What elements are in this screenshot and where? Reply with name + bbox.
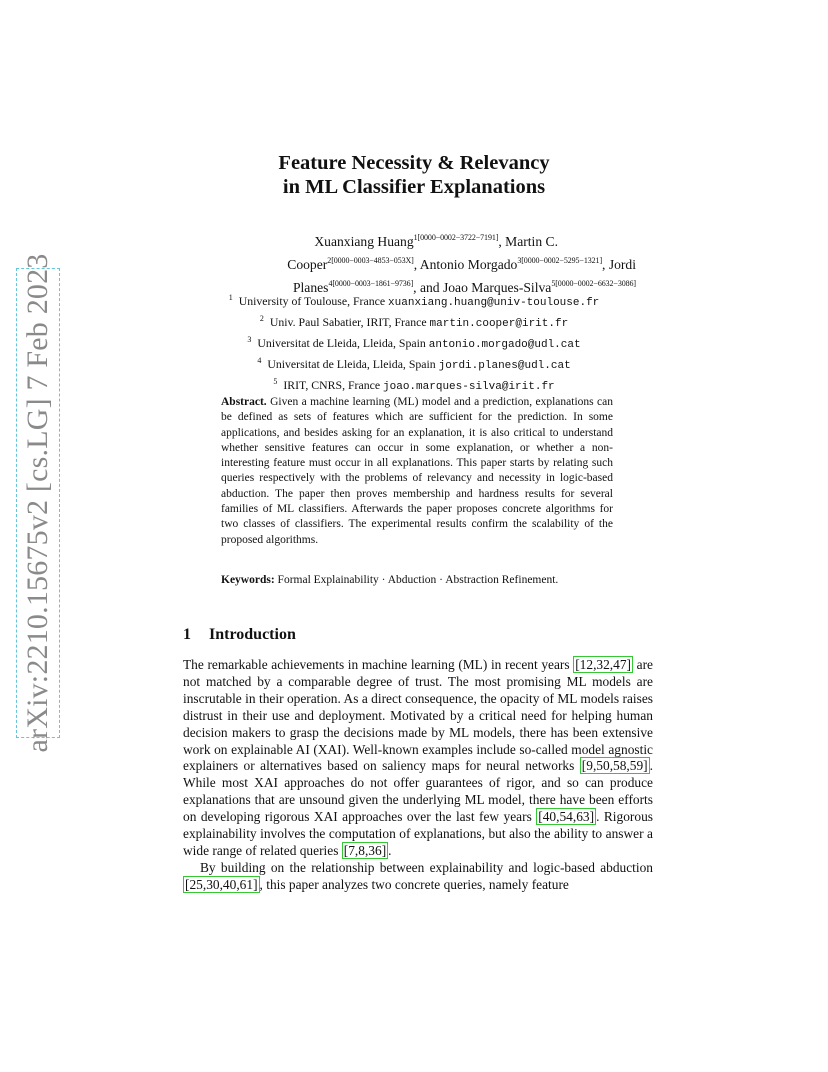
affiliation-number: 2	[259, 314, 264, 323]
author-list	[190, 228, 636, 297]
citation-link[interactable]: [25,30,40,61]	[185, 876, 258, 892]
section-heading	[183, 626, 296, 644]
citation-link[interactable]: [40,54,63]	[538, 809, 595, 825]
affiliation-text: Universitat de Lleida, Lleida, Spain	[267, 357, 439, 371]
author-line-1	[190, 228, 636, 251]
introduction-body	[183, 657, 653, 894]
affiliation-email[interactable]: antonio.morgado@udl.cat	[428, 339, 581, 351]
author-name: Cooper	[287, 257, 328, 272]
keywords-text: Formal Explainability · Abduction · Abstraction Refinement.	[277, 574, 559, 586]
title-line-1: Feature Necessity & Relevancy	[278, 152, 550, 174]
paragraph-text: .	[388, 842, 392, 858]
citation-link[interactable]: [7,8,36]	[343, 842, 387, 858]
affiliation-email[interactable]: xuanxiang.huang@univ-toulouse.fr	[388, 297, 600, 309]
author-orcid: 3[0000−0002−5295−1321]	[517, 256, 603, 265]
affiliation-text: University of Toulouse, France	[238, 294, 389, 308]
citation-link[interactable]: [9,50,58,59]	[581, 758, 648, 774]
affiliation-email[interactable]: joao.marques-silva@irit.fr	[383, 381, 555, 393]
abstract-label: Abstract.	[221, 396, 267, 408]
paragraph	[183, 860, 653, 894]
paragraph-text: . While most XAI approaches do not offer guarantees of rigor, and so can produce explanations that are unsound given the underlying ML model, there have been efforts on developing rigorous XAI approaches over the last few years	[183, 758, 653, 825]
paragraph-text: . Rigorous explainability involves the computation of explanations, but also the ability to answer a wide range of related queries	[183, 809, 653, 858]
affiliation-item	[0, 311, 828, 332]
affiliation-number: 3	[247, 335, 252, 344]
affiliation-text: Univ. Paul Sabatier, IRIT, France	[269, 315, 430, 329]
affiliation-item	[0, 332, 828, 353]
paragraph-text: By building on the relationship between explainability and logic-based abduction	[200, 859, 653, 875]
author-orcid: 2[0000−0003−4853−053X]	[327, 256, 414, 265]
paper-title	[0, 151, 828, 199]
affiliation-list	[0, 290, 828, 395]
author-name: , Martin C.	[498, 234, 558, 249]
author-name: , and Joao Marques-Silva	[413, 280, 552, 295]
affiliation-email[interactable]: martin.cooper@irit.fr	[429, 318, 569, 330]
title-line-2: in ML Classifier Explanations	[282, 176, 546, 198]
abstract-text: Given a machine learning (ML) model and a prediction, explanations can be defined as sets of features which are sufficient for the prediction. In some applications, and besides asking for an explanation, it is also critical to understand whether sensitive features can occur in some explanation, or whether a non-interesting feature must occur in all explanations. This paper starts by relating such queries respectively with the problems of relevancy and necessity in logic-based abduction. The paper then proves membership and hardness results for several families of ML classifiers. Afterwards the paper proposes concrete algorithms for two classes of classifiers. The experimental results confirm the scalability of the proposed algorithms.	[221, 396, 613, 546]
paragraph-text: are not matched by a comparable degree of trust. The most promising ML models are inscrutable in their operation. As a direct consequence, the opacity of ML models raises distrust in their use and deployment. Motivated by a critical need for helping human decision makers to grasp the decisions made by ML models, there has been extensive work on explainable AI (XAI). Well-known examples include so-called model agnostic explainers or alternatives based on saliency maps for neural networks	[183, 657, 653, 774]
paragraph	[183, 657, 653, 860]
citation-link[interactable]: [12,32,47]	[575, 657, 632, 672]
abstract	[221, 395, 613, 548]
affiliation-number: 5	[273, 377, 278, 386]
affiliation-text: IRIT, CNRS, France	[283, 378, 384, 392]
author-name: Xuanxiang Huang	[314, 234, 414, 249]
author-line-2	[190, 251, 636, 274]
keywords-label: Keywords:	[221, 574, 275, 586]
author-orcid: 4[0000−0003−1861−9736]	[328, 279, 414, 288]
affiliation-number: 4	[257, 356, 262, 365]
author-orcid: 1[0000−0002−3722−7191]	[413, 233, 499, 242]
author-name: , Jordi	[602, 257, 636, 272]
keywords	[221, 573, 613, 588]
section-title: Introduction	[209, 626, 296, 643]
author-name: Planes	[292, 280, 329, 295]
affiliation-email[interactable]: jordi.planes@udl.cat	[438, 360, 571, 372]
arxiv-identifier[interactable]: arXiv:2210.15675v2 [cs.LG] 7 Feb 2023	[21, 253, 54, 753]
author-orcid: 5[0000−0002−6632−3086]	[551, 279, 636, 288]
affiliation-number: 1	[228, 293, 233, 302]
author-name: , Antonio Morgado	[413, 257, 518, 272]
paragraph-text: , this paper analyzes two concrete queries, namely feature	[259, 876, 569, 892]
section-number: 1	[183, 626, 191, 643]
affiliation-item	[0, 374, 828, 395]
paragraph-text: The remarkable achievements in machine learning (ML) in recent years	[183, 657, 574, 672]
affiliation-text: Universitat de Lleida, Lleida, Spain	[257, 336, 429, 350]
affiliation-item	[0, 290, 828, 311]
affiliation-item	[0, 353, 828, 374]
